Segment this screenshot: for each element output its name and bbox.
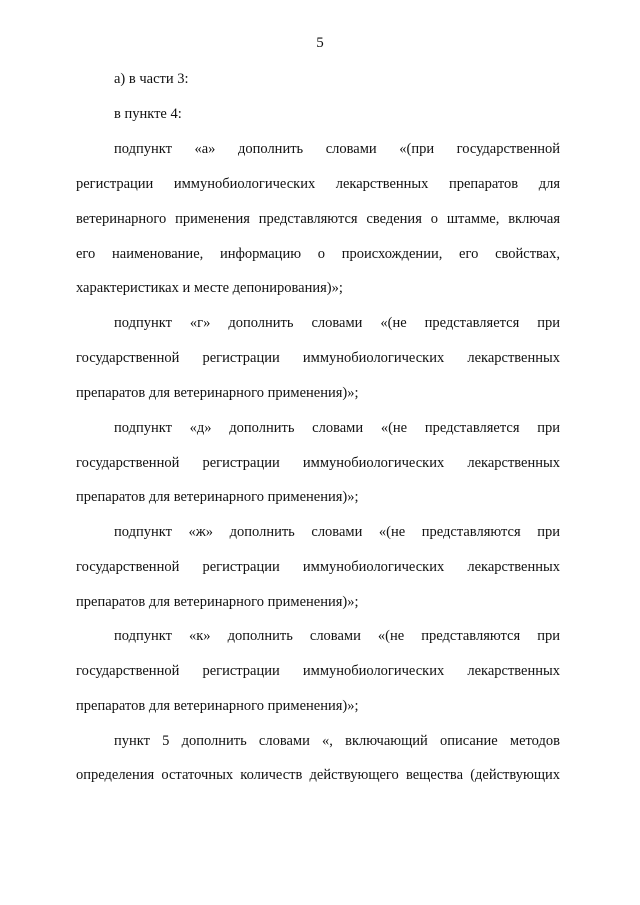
text-line: препаратов для ветеринарного применения)»; — [76, 385, 359, 401]
text-line: препаратов для ветеринарного применения)»; — [76, 698, 359, 714]
page-number: 5 — [316, 35, 324, 51]
text-line: регистрации иммунобиологических лекарственных препаратов для — [76, 176, 560, 192]
text-line: пункт 5 дополнить словами «, включающий описание методов — [114, 733, 560, 749]
text-line: подпункт «к» дополнить словами «(не представляются при — [114, 628, 560, 644]
text-line: в пункте 4: — [114, 106, 182, 122]
text-line: препаратов для ветеринарного применения)»; — [76, 594, 359, 610]
text-line: государственной регистрации иммунобиологических лекарственных — [76, 663, 560, 679]
text-line: ветеринарного применения представляются сведения о штамме, включая — [76, 211, 560, 227]
text-line: государственной регистрации иммунобиологических лекарственных — [76, 455, 560, 471]
text-line: его наименование, информацию о происхождении, его свойствах, — [76, 246, 560, 262]
text-line: государственной регистрации иммунобиологических лекарственных — [76, 350, 560, 366]
text-line: подпункт «г» дополнить словами «(не представляется при — [114, 315, 560, 331]
text-line: характеристиках и месте депонирования)»; — [76, 280, 343, 296]
text-line: государственной регистрации иммунобиологических лекарственных — [76, 559, 560, 575]
text-line: а) в части 3: — [114, 71, 189, 87]
text-line: подпункт «ж» дополнить словами «(не представляются при — [114, 524, 560, 540]
text-line: препаратов для ветеринарного применения)»; — [76, 489, 359, 505]
text-line: подпункт «д» дополнить словами «(не представляется при — [114, 420, 560, 436]
text-line: подпункт «а» дополнить словами «(при государственной — [114, 141, 560, 157]
text-line: определения остаточных количеств действующего вещества (действующих — [76, 767, 560, 783]
